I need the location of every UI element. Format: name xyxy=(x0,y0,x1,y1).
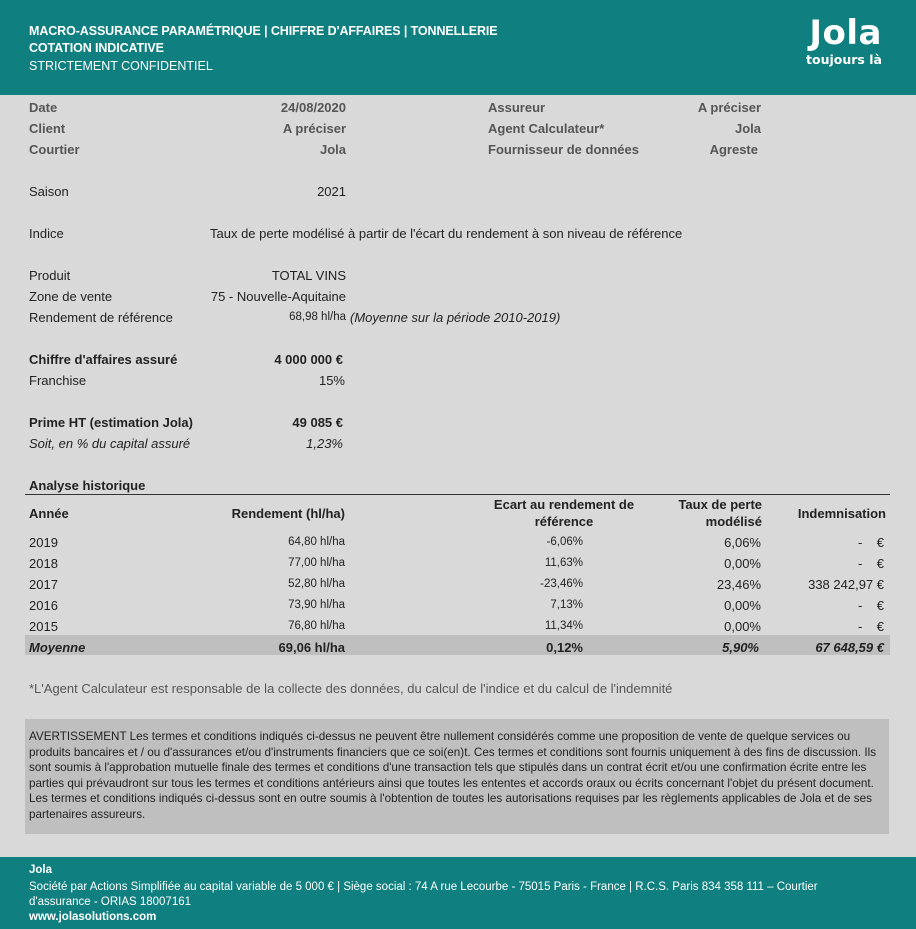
disclaimer-box xyxy=(25,719,889,834)
prime-label: Prime HT (estimation Jola) xyxy=(29,415,193,430)
document-subtitle: COTATION INDICATIVE xyxy=(29,41,164,55)
col-ecart-header-1: Ecart au rendement de xyxy=(493,497,635,512)
average-indemn: 67 648,59 € xyxy=(815,640,884,655)
row-taux: 0,00% xyxy=(724,556,761,571)
row-annee: 2016 xyxy=(29,598,58,613)
row-annee: 2015 xyxy=(29,619,58,634)
row-rendement: 73,90 hl/ha xyxy=(288,599,345,611)
indice-value: Taux de perte modélisé à partir de l'écart du rendement à son niveau de référence xyxy=(210,226,683,241)
franchise-label: Franchise xyxy=(29,373,87,388)
rendement-ref-label: Rendement de référence xyxy=(29,310,173,325)
row-annee: 2017 xyxy=(29,577,58,592)
indice-label: Indice xyxy=(29,226,64,241)
footer-legal-line1: Société par Actions Simplifiée au capital variable de 5 000 € | Siège social : 74 A rue Lecourbe - 75015 Paris - France | R.C.S. Paris 834 358 111 – Courtier xyxy=(29,881,818,893)
row-taux: 23,46% xyxy=(716,577,761,592)
ca-value: 4 000 000 € xyxy=(274,352,343,367)
row-rendement: 76,80 hl/ha xyxy=(288,620,345,632)
row-annee: 2018 xyxy=(29,556,58,571)
col-rendement-header: Rendement (hl/ha) xyxy=(231,506,345,521)
footer-website-link[interactable]: www.jolasolutions.com xyxy=(29,911,157,923)
rendement-ref-value: 68,98 hl/ha xyxy=(289,311,346,323)
agent-label: Agent Calculateur* xyxy=(488,121,605,136)
saison-label: Saison xyxy=(29,184,69,199)
footnote: *L'Agent Calculateur est responsable de la collecte des données, du calcul de l'indice et du calcul de l'indemnité xyxy=(29,681,673,696)
confidential-notice: STRICTEMENT CONFIDENTIEL xyxy=(29,59,213,73)
row-rendement: 64,80 hl/ha xyxy=(288,536,345,548)
average-ecart: 0,12% xyxy=(546,640,583,655)
col-taux-header-2: modélisé xyxy=(705,514,762,529)
client-label: Client xyxy=(29,121,66,136)
pct-label: Soit, en % du capital assuré xyxy=(29,436,191,451)
col-taux-header-1: Taux de perte xyxy=(678,497,762,512)
produit-label: Produit xyxy=(29,268,71,283)
history-divider xyxy=(25,494,890,495)
footer-company: Jola xyxy=(29,864,53,876)
row-taux: 0,00% xyxy=(724,619,761,634)
row-ecart: -6,06% xyxy=(546,536,583,548)
row-indemn: - € xyxy=(857,556,884,571)
fournisseur-label: Fournisseur de données xyxy=(488,142,639,157)
row-indemn: 338 242,97 € xyxy=(808,577,884,592)
quote-body xyxy=(0,95,916,857)
disclaimer-text: AVERTISSEMENT Les termes et conditions indiqués ci-dessus ne peuvent être nullement considérés comme une proposition de vente de quelque services ou produits bancaires et / ou d'assurances et/ou d'instruments financiers que ce soi(en)t. Ces termes et conditions sont fournis uniquement à des fins de discussion. Ils sont soumis à l'approbation mutuelle finale des termes et conditions d'une transaction tels que stipulés dans un contrat écrit et/ou une confirmation écrite entre les parties qui prévaudront sur tous les termes et conditions antérieurs ainsi que toutes les ententes et accords oraux ou écrits concernant l'objet du présent document. Les termes et conditions indiqués ci-dessus sont en outre soumis à l'obtention de toutes les autorisations requises par les règlements applicables de Jola et de ses partenaires assureurs. xyxy=(29,730,877,821)
row-rendement: 77,00 hl/ha xyxy=(288,557,345,569)
history-title: Analyse historique xyxy=(29,478,146,493)
average-row xyxy=(25,635,890,655)
saison-value: 2021 xyxy=(317,184,346,199)
franchise-value: 15% xyxy=(318,373,345,388)
row-indemn: - € xyxy=(857,619,884,634)
fournisseur-value: Agreste xyxy=(709,142,758,157)
pct-value: 1,23% xyxy=(306,436,343,451)
row-annee: 2019 xyxy=(29,535,58,550)
row-taux: 6,06% xyxy=(724,535,761,550)
row-taux: 0,00% xyxy=(724,598,761,613)
col-ecart-header-2: référence xyxy=(534,514,594,529)
client-value: A préciser xyxy=(282,121,346,136)
document-title: MACRO-ASSURANCE PARAMÉTRIQUE | CHIFFRE D'AFFAIRES | TONNELLERIE xyxy=(29,24,498,38)
average-rendement: 69,06 hl/ha xyxy=(278,640,345,655)
row-ecart: -23,46% xyxy=(540,578,583,590)
courtier-value: Jola xyxy=(319,142,346,157)
produit-value: TOTAL VINS xyxy=(271,268,346,283)
footer-legal-line2: d'assurance - ORIAS 18007161 xyxy=(29,896,192,908)
prime-value: 49 085 € xyxy=(292,415,343,430)
rendement-ref-note: (Moyenne sur la période 2010-2019) xyxy=(350,310,561,325)
row-ecart: 11,34% xyxy=(544,620,583,632)
row-indemn: - € xyxy=(857,598,884,613)
col-indemn-header: Indemnisation xyxy=(797,506,886,521)
ca-label: Chiffre d'affaires assuré xyxy=(29,352,178,367)
row-ecart: 7,13% xyxy=(550,599,583,611)
header-banner xyxy=(0,0,916,95)
date-label: Date xyxy=(29,100,58,115)
row-indemn: - € xyxy=(857,535,884,550)
date-value: 24/08/2020 xyxy=(280,100,346,115)
col-annee-header: Année xyxy=(29,506,69,521)
agent-value: Jola xyxy=(734,121,761,136)
zone-label: Zone de vente xyxy=(29,289,113,304)
jola-tagline: toujours là xyxy=(806,52,882,67)
zone-value: 75 - Nouvelle-Aquitaine xyxy=(210,289,346,304)
row-rendement: 52,80 hl/ha xyxy=(288,578,345,590)
assureur-value: A préciser xyxy=(697,100,761,115)
row-ecart: 11,63% xyxy=(544,557,583,569)
jola-logo: Jola xyxy=(809,13,882,53)
courtier-label: Courtier xyxy=(29,142,80,157)
assureur-label: Assureur xyxy=(488,100,546,115)
average-label: Moyenne xyxy=(29,640,86,655)
footer-banner xyxy=(0,857,916,929)
average-taux: 5,90% xyxy=(722,640,759,655)
